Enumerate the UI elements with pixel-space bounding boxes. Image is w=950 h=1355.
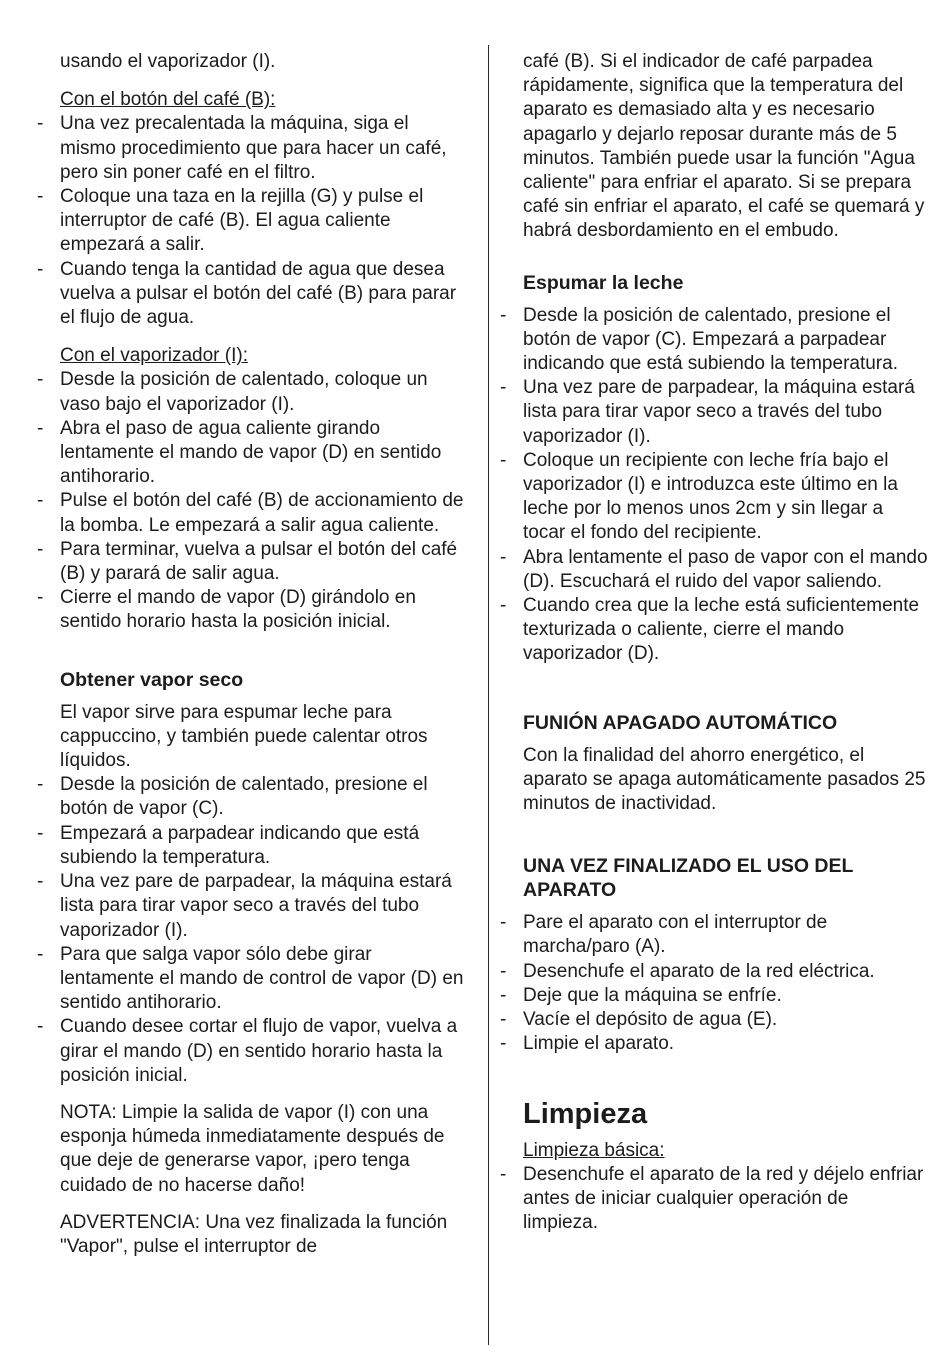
subheading-cafe-button: Con el botón del café (B): bbox=[60, 89, 276, 111]
list-espumar-leche bbox=[523, 304, 928, 667]
heading-apagado-automatico: FUNIÓN APAGADO AUTOMÁTICO bbox=[523, 711, 838, 734]
list-item: - Pare el aparato con el interruptor de marcha/paro (A). bbox=[523, 911, 928, 959]
heading-vapor-seco: Obtener vapor seco bbox=[60, 668, 244, 691]
heading-limpieza: Limpieza bbox=[523, 1097, 648, 1130]
list-item: - Una vez pare de parpadear, la máquina estará lista para tirar vapor seco a través del tubo vaporizador (I). bbox=[523, 376, 928, 449]
list-item: - Cierre el mando de vapor (D) girándolo en sentido horario hasta la posición inicial. bbox=[60, 586, 465, 634]
text-vapor-seco-intro: El vapor sirve para espumar leche para cappuccino, y también puede calentar otros líquidos. bbox=[60, 701, 428, 772]
list-item: - Desde la posición de calentado, coloque un vaso bajo el vaporizador (I). bbox=[60, 368, 465, 416]
heading-espumar-leche: Espumar la leche bbox=[523, 271, 684, 294]
list-item: - Cuando desee cortar el flujo de vapor, vuelva a girar el mando (D) en sentido horario hasta la posición inicial. bbox=[60, 1015, 465, 1088]
text-usando-vaporizador: usando el vaporizador (I). bbox=[60, 51, 276, 72]
list-item: - Desenchufe el aparato de la red y déjelo enfriar antes de iniciar cualquier operación de limpieza. bbox=[523, 1163, 928, 1236]
list-item: - Limpie el aparato. bbox=[523, 1032, 928, 1056]
list-item: - Abra el paso de agua caliente girando lentamente el mando de vapor (D) en sentido antihorario. bbox=[60, 417, 465, 490]
list-item: - Desde la posición de calentado, presione el botón de vapor (C). Empezará a parpadear indicando que está subiendo la temperatura. bbox=[523, 304, 928, 377]
column-divider bbox=[488, 45, 489, 1345]
left-column bbox=[60, 50, 465, 1259]
list-item: - Para terminar, vuelva a pulsar el botón del café (B) y parará de salir agua. bbox=[60, 538, 465, 586]
text-nota: NOTA: Limpie la salida de vapor (I) con una esponja húmeda inmediatamente después de que deje de generarse vapor, ¡pero tenga cuidado de no hacerse daño! bbox=[60, 1101, 445, 1196]
subheading-vaporizador: Con el vaporizador (I): bbox=[60, 345, 248, 367]
list-item: - Desenchufe el aparato de la red eléctrica. bbox=[523, 960, 928, 984]
list-item: - Deje que la máquina se enfríe. bbox=[523, 984, 928, 1008]
heading-finalizado-uso: UNA VEZ FINALIZADO EL USO DEL APARATO bbox=[523, 855, 854, 902]
list-vapor-seco bbox=[60, 773, 465, 1088]
list-item: - Cuando tenga la cantidad de agua que desea vuelva a pulsar el botón del café (B) para parar el flujo de agua. bbox=[60, 258, 465, 331]
list-item: - Para que salga vapor sólo debe girar lentamente el mando de control de vapor (D) en sentido antihorario. bbox=[60, 943, 465, 1016]
list-item: - Vacíe el depósito de agua (E). bbox=[523, 1008, 928, 1032]
text-apagado-automatico: Con la finalidad del ahorro energético, el aparato se apaga automáticamente pasados 25 minutos de inactividad. bbox=[523, 744, 926, 815]
list-item: - Pulse el botón del café (B) de accionamiento de la bomba. Le empezará a salir agua caliente. bbox=[60, 489, 465, 537]
list-item: - Desde la posición de calentado, presione el botón de vapor (C). bbox=[60, 773, 465, 821]
list-cafe-button bbox=[60, 112, 465, 330]
list-item: - Empezará a parpadear indicando que está subiendo la temperatura. bbox=[60, 822, 465, 870]
right-column bbox=[523, 50, 928, 1235]
list-item: - Abra lentamente el paso de vapor con el mando (D). Escuchará el ruido del vapor saliendo. bbox=[523, 546, 928, 594]
list-limpieza-basica bbox=[523, 1163, 928, 1236]
list-vaporizador bbox=[60, 368, 465, 634]
list-item: - Coloque un recipiente con leche fría bajo el vaporizador (I) e introduzca este último en la leche por lo menos unos 2cm y sin llegar a tocar el fondo del recipiente. bbox=[523, 449, 928, 546]
text-advertencia: ADVERTENCIA: Una vez finalizada la función "Vapor", pulse el interruptor de bbox=[60, 1211, 448, 1257]
list-item: - Cuando crea que la leche está suficientemente texturizada o caliente, cierre el mando vaporizador (D). bbox=[523, 594, 928, 667]
list-item: - Una vez pare de parpadear, la máquina estará lista para tirar vapor seco a través del tubo vaporizador (I). bbox=[60, 870, 465, 943]
list-item: - Coloque una taza en la rejilla (G) y pulse el interruptor de café (B). El agua caliente empezará a salir. bbox=[60, 185, 465, 258]
text-cafe-indicador: café (B). Si el indicador de café parpadea rápidamente, significa que la temperatura del aparato es demasiado alta y es necesario apagarlo y dejarlo reposar durante más de 5 minutos. También puede usar la función "Agua caliente" para enfriar el aparato. Si se prepara café sin enfriar el aparato, el café se quemará y habrá desbordamiento en el embudo. bbox=[523, 51, 925, 242]
list-item: - Una vez precalentada la máquina, siga el mismo procedimiento que para hacer un café, pero sin poner café en el filtro. bbox=[60, 112, 465, 185]
subheading-limpieza-basica: Limpieza básica: bbox=[523, 1139, 665, 1161]
list-finalizado-uso bbox=[523, 911, 928, 1056]
